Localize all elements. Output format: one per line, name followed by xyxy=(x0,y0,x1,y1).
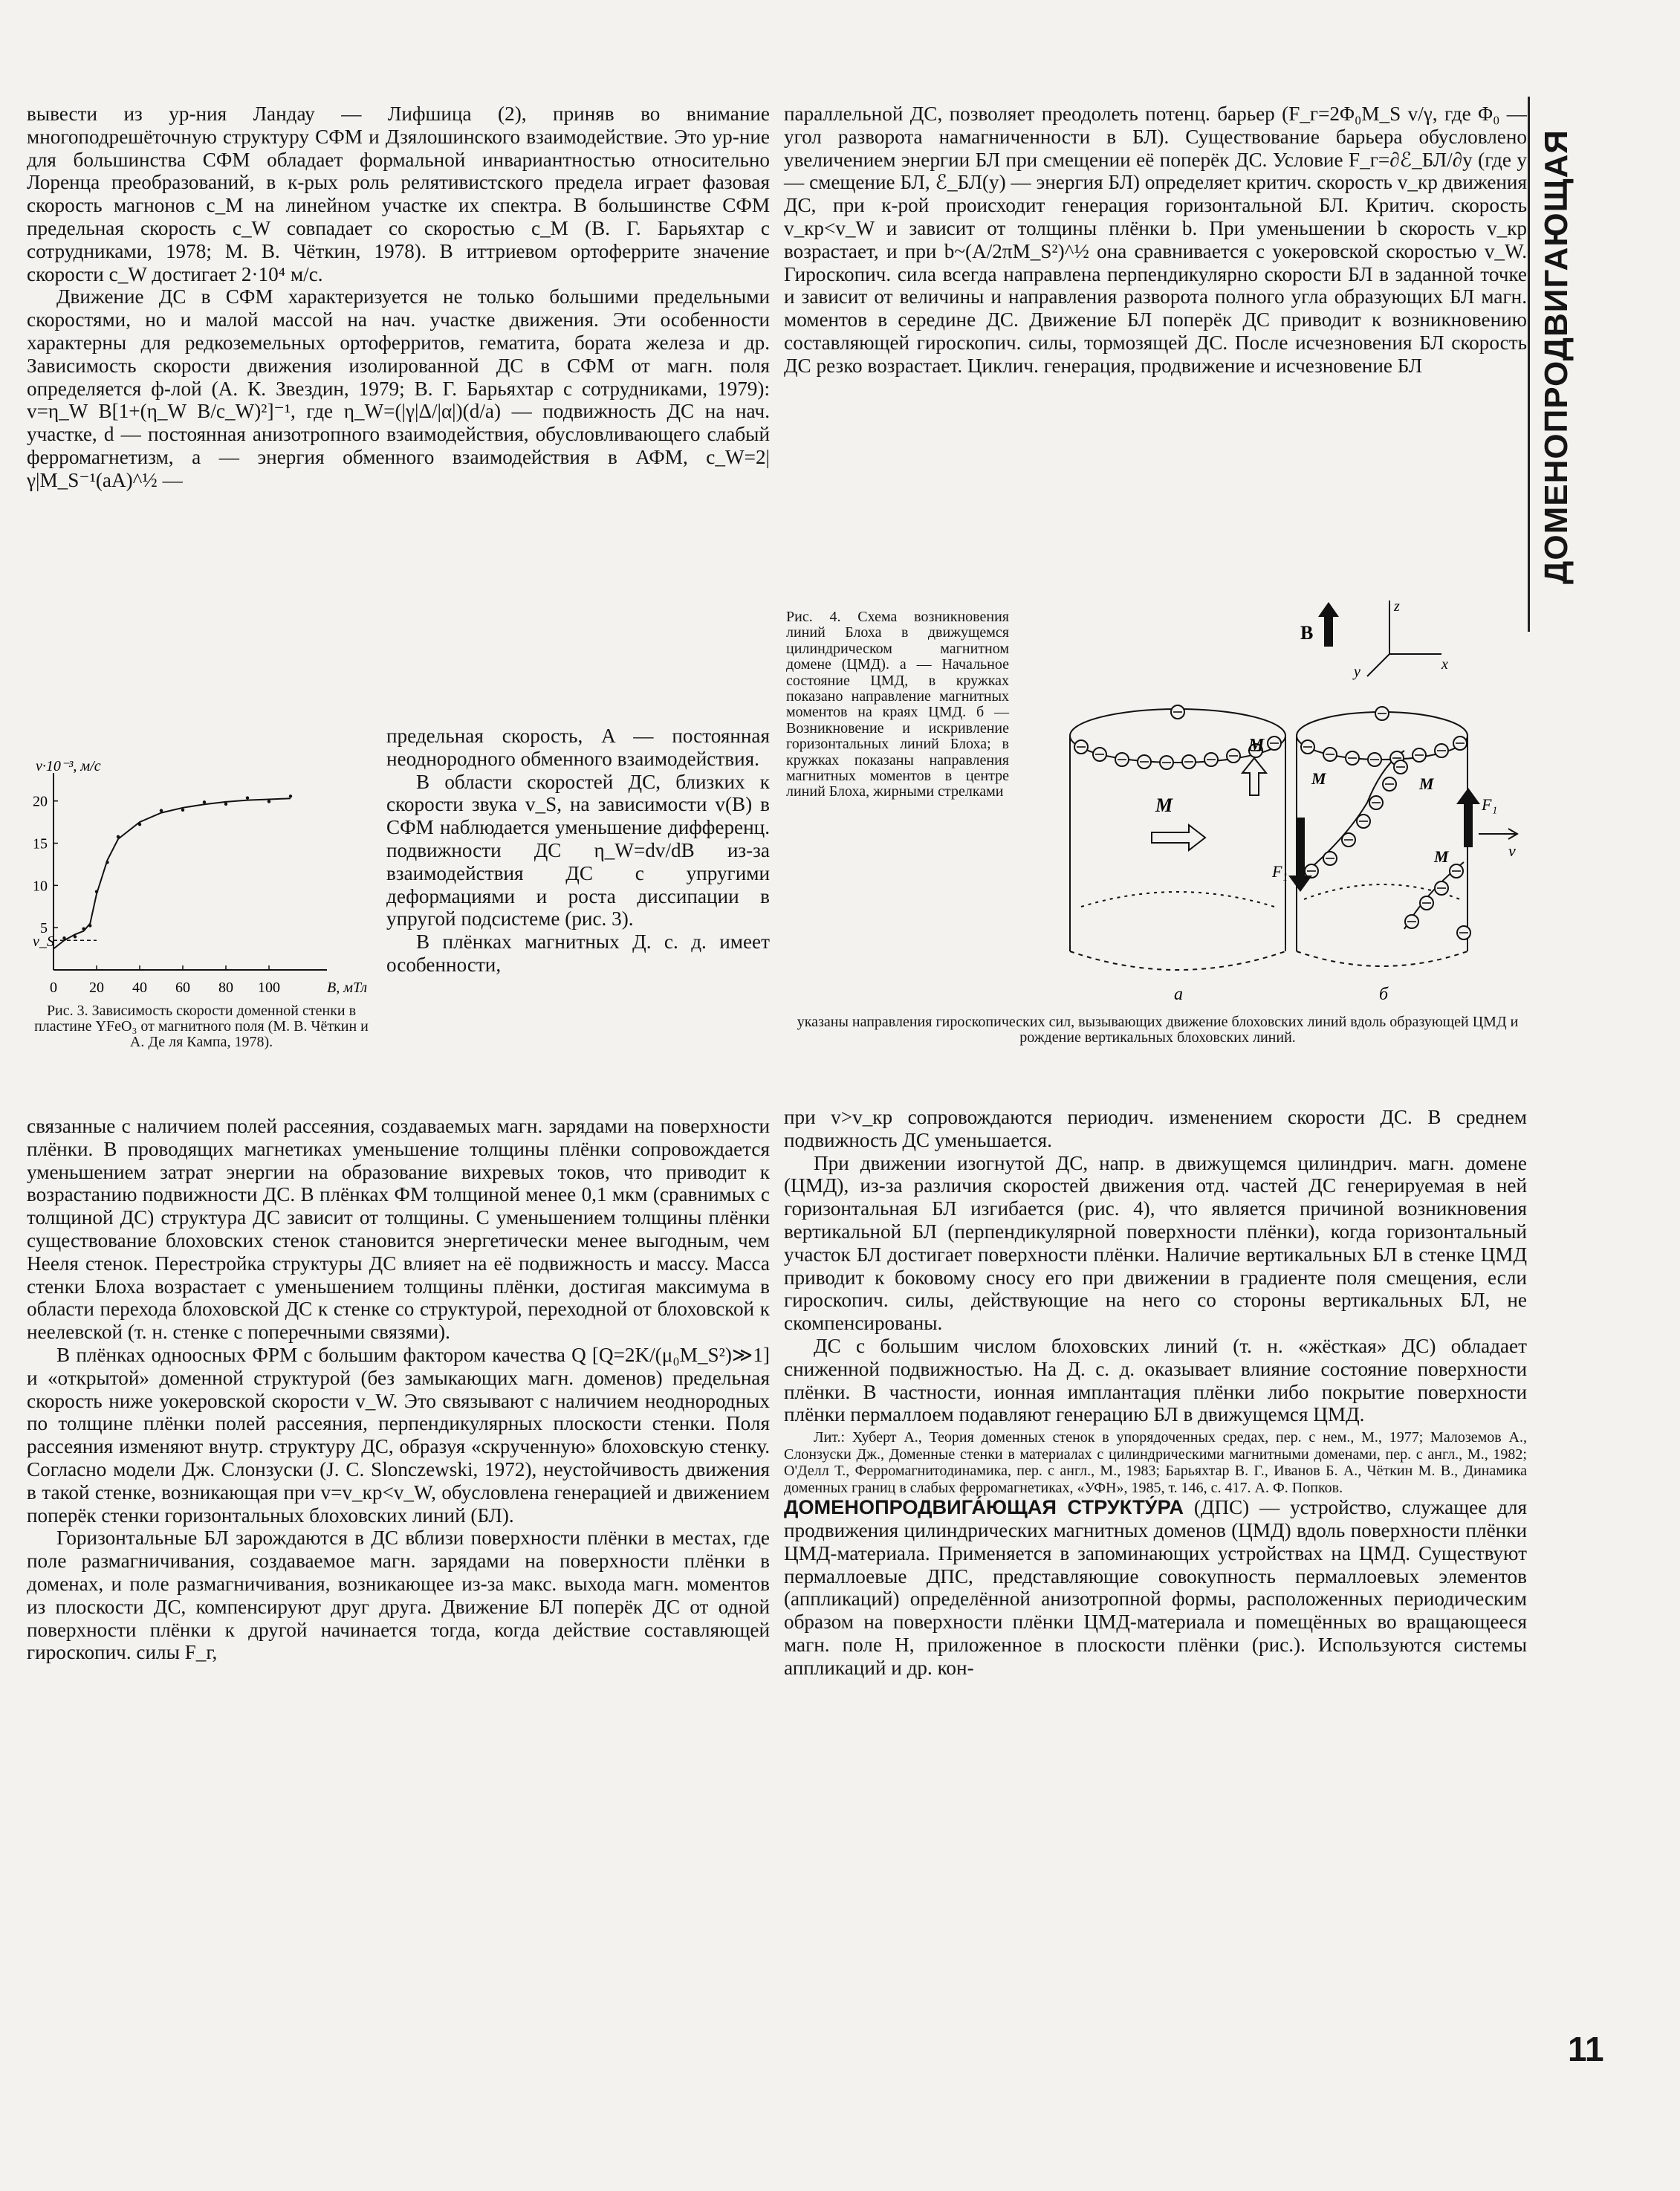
chart-vs-label: v_S xyxy=(33,933,54,950)
chart-ylabel: v·10⁻³, м/с xyxy=(36,758,101,774)
data-point xyxy=(95,890,98,893)
paragraph: В плёнках магнитных Д. с. д. имеет особенности, xyxy=(386,931,770,976)
label-a: а xyxy=(1174,985,1183,1004)
axis-y-label: y xyxy=(1354,664,1360,680)
axis-z-label: z xyxy=(1394,598,1400,615)
running-head: ДОМЕНОПРОДВИГАЮЩАЯ xyxy=(1538,129,1574,584)
moment-arrow-icon xyxy=(1152,825,1205,850)
data-point xyxy=(267,800,270,803)
moment-label-outside: M xyxy=(1248,736,1265,755)
data-point xyxy=(74,935,77,938)
x-tick-label: 20 xyxy=(89,980,104,996)
paragraph: связанные с наличием полей рассеяния, создаваемых магн. зарядами на поверхности плёнки. В проводящих магнетиках уменьшение толщины плёнки сопровождается уменьшением затрат энергии на образование вихревых токов, что приводит к возрастанию подвижности ДС. В плёнках ФМ толщиной менее 0,1 мкм (сравнимых с толщиной ДС) структура ДС зависит от толщины. С уменьшением толщины плёнки существование блоховских стенок становится энергетически менее выгодным, чем Нееля стенок. Перестройка структуры ДС влияет на её подвижность и массу. Масса стенки Блоха возрастает с уменьшением толщины плёнки, достигая максимума в области перехода блоховской ДС к стенке со структурой, переходной от блоховской к неелевской (т. н. стенке с поперечными связями). xyxy=(27,1115,770,1344)
y-tick-label: 5 xyxy=(40,920,48,937)
data-point xyxy=(62,936,65,939)
data-point xyxy=(138,823,141,826)
paragraph: параллельной ДС, позволяет преодолеть потенц. барьер (F_г=2Φ₀M_S v/γ, где Φ₀ — угол разворота намагниченности в БЛ). Существование барьера обусловлено увеличением энергии БЛ при смещении её поперёк ДС. Условие F_г=∂ℰ_БЛ/∂y (где y — смещение БЛ, ℰ_БЛ(y) — энергия БЛ) определяет критич. скорость v_кр движения ДС, при к-рой происходит генерация горизонтальной БЛ. Критич. скорость v_кр<v_W и зависит от толщины плёнки b. При уменьшении b скорость v_кр возрастает, и при b~(A/2πM_S²)^½ она сравнивается с уокеровской скоростью v_W. Гироскопич. сила всегда направлена перпендикулярно скорости БЛ в заданной точке и зависит от величины и направления разворота полного угла образующих БЛ магн. моментов в середине ДС. Движение БЛ поперёк ДС приводит к возникновению составляющей гироскопич. силы, тормозящей ДС. После исчезновения БЛ скорость ДС резко возрастает. Циклич. генерация, продвижение и исчезновение БЛ xyxy=(784,103,1527,377)
figure-3-chart xyxy=(15,739,386,1111)
field-arrow-icon xyxy=(1318,602,1339,647)
x-tick-label: 40 xyxy=(132,980,147,996)
figure-4-caption: Рис. 4. Схема возникновения линий Блоха в движущемся цилиндрическом магнитном домене (ЦМД). а — Начальное состояние ЦМД, в кружках показано направление магнитных моментов на краях ЦМД. б — Возникновение и искривление горизонтальных линий Блоха; в кружках показаны направления магнитных моментов в центре линий Блоха, жирными стрелками xyxy=(786,609,1009,800)
left-column-bottom xyxy=(27,1115,770,1664)
force-label-1: F₁ xyxy=(1272,862,1288,881)
force-label-2: F₁ xyxy=(1482,795,1498,814)
data-point xyxy=(117,835,120,838)
data-point xyxy=(106,861,108,864)
paragraph: ДС с большим числом блоховских линий (т. н. «жёсткая» ДС) обладает сниженной подвижностью. На Д. с. д. оказывает влияние состояние поверхности плёнки. В частности, ионная имплантация плёнки либо покрытие поверхности плёнки пермаллоем подавляют генерацию БЛ в движущемся ЦМД. xyxy=(784,1334,1527,1426)
data-point xyxy=(160,809,163,812)
left-column-top xyxy=(27,103,770,492)
paragraph: Движение ДС в СФМ характеризуется не только большими предельными скоростями, но и малой массой на нач. участке движения. Эти особенности характерны для редкоземельных ортоферритов, гематита, бората железа и др. Зависимость скорости движения изолированной ДС в СФМ от магн. поля определяется ф-лой (А. К. Звездин, 1979; В. Г. Барьяхтар с сотрудниками, 1979): v=η_W B[1+(η_W B/c_W)²]⁻¹, где η_W=(|γ|Δ/|α|)(d/a) — подвижность ДС на нач. участке, d — постоянная анизотропного взаимодействия, обусловливающего слабый ферромагнетизм, a — энергия обменного взаимодействия в АФМ, c_W=2|γ|M_S⁻¹(aA)^½ — xyxy=(27,285,770,491)
velocity-label: v xyxy=(1508,841,1516,860)
velocity-arrow-icon xyxy=(1479,829,1517,839)
moment-up-arrow-icon xyxy=(1242,758,1266,795)
axes-icon xyxy=(1367,601,1441,676)
gyro-force-up-icon xyxy=(1456,788,1480,847)
x-tick-label: 80 xyxy=(218,980,233,996)
figure-4-diagram xyxy=(1018,595,1531,1011)
figure-3-caption: Рис. 3. Зависимость скорости доменной стенки в пластине YFeO₃ от магнитного поля (М. В. Чёткин и А. Де ля Кампа, 1978). xyxy=(34,1003,369,1050)
data-point xyxy=(82,928,85,931)
y-tick-label: 20 xyxy=(33,793,48,810)
data-point xyxy=(203,800,206,803)
paragraph: Горизонтальные БЛ зарождаются в ДС вблизи поверхности плёнки в местах, где поле размагничивания, создаваемое магн. зарядами на поверхности плёнки в доменах, и поле размагничивания, возникающее из-за макс. выхода магн. моментов из плоскости ДС, компенсируют друг друга. Движение БЛ поперёк ДС от одной поверхности плёнки к другой начинается тогда, когда действие составляющей гироскопич. силы F_г, xyxy=(27,1527,770,1664)
moment-label-b3: M xyxy=(1434,847,1449,866)
field-B-label: B xyxy=(1300,622,1314,644)
label-b: б xyxy=(1379,985,1389,1004)
entry-text: (ДПС) — устройство, служащее для продвижения цилиндрических магнитных доменов (ЦМД) вдоль поверхности плёнки ЦМД-материала. Применяется в запоминающих устройствах на ЦМД. Существуют пермаллоевые ДПС, представляющие совокупность пермаллоевых элементов (аппликаций) определённой анизотропной формы, расположенных периодическим образом на поверхности плёнки ЦМД-материала и помещённых во вращающееся магн. поле H, приложенное в плоскости плёнки (рис.). Используются системы аппликаций и др. кон- xyxy=(784,1496,1528,1679)
data-point xyxy=(246,796,249,799)
right-column-bottom xyxy=(784,1106,1527,1680)
x-tick-label: 60 xyxy=(175,980,190,996)
moment-label-a: M xyxy=(1155,794,1173,816)
data-point xyxy=(224,803,227,806)
paragraph: вывести из ур-ния Ландау — Лифшица (2), приняв во внимание многоподрешёточную структуру СФМ и Дзялошинского взаимодействие. Это ур-ние для большинства СФМ обладает формальной инвариантностью относительно Лоренца преобразований, в к-рых роль релятивистского предела играет фазовая скорость магнонов c_M на линейном участке их спектра. В большинстве СФМ предельная скорость c_W совпадает со скоростью c_M (В. Г. Барьяхтар с сотрудниками, 1978; М. В. Чёткин, 1978). В иттриевом ортоферрите значение скорости c_W достигает 2·10⁴ м/с. xyxy=(27,103,770,285)
y-tick-label: 10 xyxy=(33,878,48,895)
data-point xyxy=(289,794,292,797)
moment-label-b1: M xyxy=(1311,769,1326,788)
data-point xyxy=(88,924,91,927)
references: Лит.: Хуберт А., Теория доменных стенок в упорядоченных средах, пер. с нем., М., 1977; Малоземов А., Слонзуски Дж., Доменные стенки в материалах с цилиндрическими магнитными доменами, пер. с англ., М., 1982; О'Делл Т., Ферромагнитодинамика, пер. с англ., М., 1983; Барьяхтар В. Г., Иванов Б. А., Чёткин М. В., Динамика доменных границ в слабых ферромагнетиках, «УФН», 1985, т. 146, с. 417. А. Ф. Попков. xyxy=(784,1429,1527,1496)
axis-x-label: x xyxy=(1441,656,1448,673)
figure-4-caption-cont: указаны направления гироскопических сил, вызывающих движение блоховских линий вдоль образующей ЦМД и рождение вертикальных блоховских линий. xyxy=(797,1014,1519,1046)
chart-xlabel: B, мТл xyxy=(327,980,368,996)
paragraph: В плёнках одноосных ФРМ с большим фактором качества Q [Q=2K/(μ₀M_S²)≫1] и «открытой» доменной структурой (без замыкающих магн. доменов) предельная скорость ниже уокеровской скорости v_W. Это связывают с наличием неоднородных по толщине плёнки полей рассеяния, перпендикулярных плоскости стенки. Поля рассеяния изменяют внутр. структуру ДС, образуя «скрученную» блоховскую стенку. Согласно модели Дж. Слонзуски (J. C. Slonczewski, 1972), неустойчивость движения в такой стенке, возникающая при v=v_кр<v_W, обусловлена генерацией и движением поперёк стенки горизонтальных блоховских линий (БЛ). xyxy=(27,1343,770,1527)
chart-ticks xyxy=(33,794,280,996)
moment-label-b2: M xyxy=(1419,774,1434,793)
data-point xyxy=(181,809,184,812)
page-number: 11 xyxy=(1568,2030,1604,2068)
figure-3-side-text xyxy=(386,725,770,977)
paragraph: В области скоростей ДС, близких к скорости звука v_S, на зависимости v(B) в СФМ наблюдается уменьшение дифференц. подвижности ДС η_W=dv/dB из-за взаимодействия ДС с упругими деформациями и роста диссипации в упругой подсистеме (рис. 3). xyxy=(386,770,770,931)
right-column-top xyxy=(784,103,1527,378)
x-tick-label: 100 xyxy=(258,980,280,996)
entry-heading: ДОМЕНОПРОДВИГА́ЮЩАЯ СТРУКТУ́РА xyxy=(784,1495,1184,1519)
moment-circles-b xyxy=(1301,707,1470,939)
paragraph: предельная скорость, A — постоянная неоднородного обменного взаимодействия. xyxy=(386,725,770,770)
paragraph: при v>v_кр сопровождаются периодич. изменением скорости ДС. В среднем подвижность ДС уменьшается. xyxy=(784,1106,1527,1151)
chart-marks xyxy=(53,794,292,948)
gyro-force-down-icon xyxy=(1288,818,1312,892)
side-rule xyxy=(1528,97,1530,632)
entry-paragraph xyxy=(784,1496,1527,1679)
x-tick-label: 0 xyxy=(50,980,57,996)
paragraph: При движении изогнутой ДС, напр. в движущемся цилиндрич. магн. домене (ЦМД), из-за различия скоростей движения отд. частей ДС генерируемая в ней горизонтальная БЛ изгибается (рис. 4), что является причиной возникновения вертикальной БЛ (перпендикулярной поверхности плёнки), когда горизонтальный участок БЛ достигает поверхности плёнки. Наличие вертикальных БЛ в стенке ЦМД приводит к боковому сносу его при движении в градиенте поля смещения, если гироскопич. силы, действующие на него со стороны вертикальных БЛ, не скомпенсированы. xyxy=(784,1151,1527,1335)
y-tick-label: 15 xyxy=(33,835,48,852)
